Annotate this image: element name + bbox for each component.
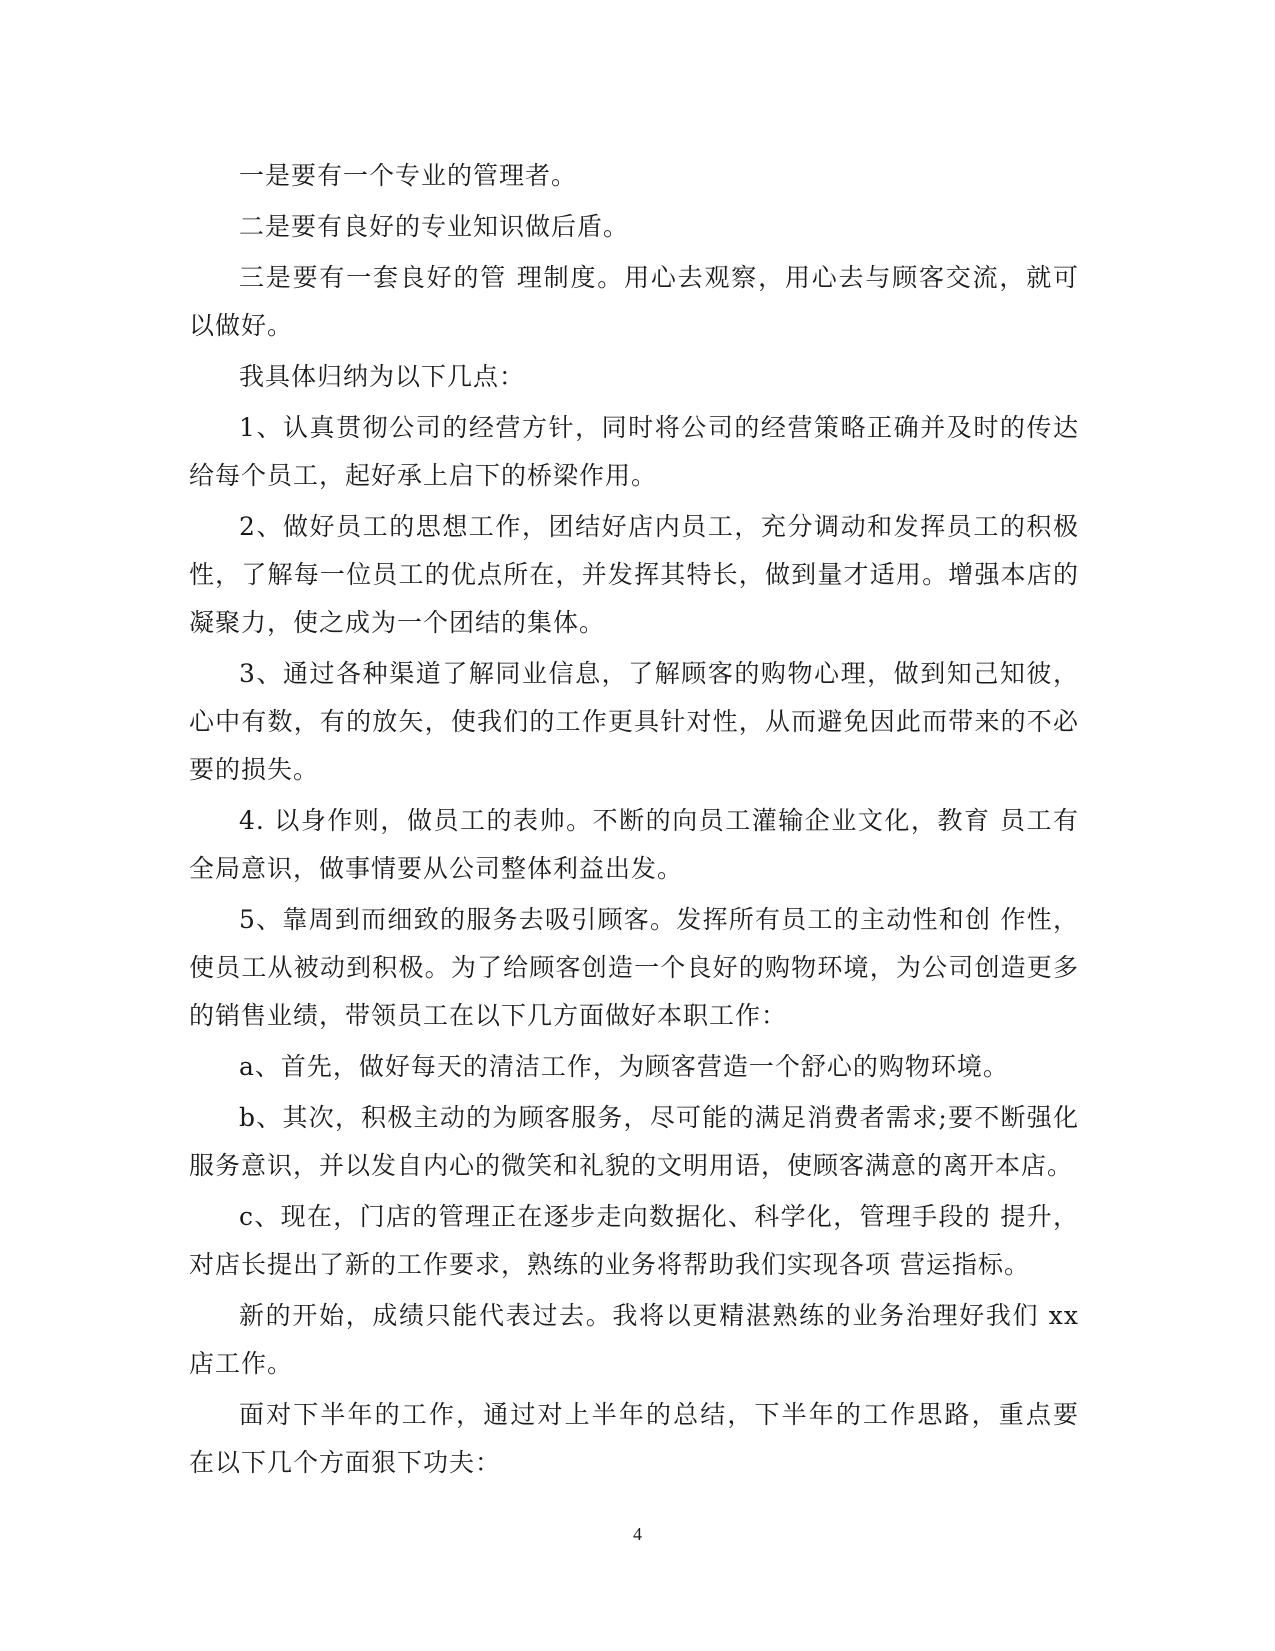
document-body <box>189 152 1079 1490</box>
paragraph-point-2: 2、做好员工的思想工作，团结好店内员工，充分调动和发挥员工的积极性，了解每一位员工的优点所在，并发挥其特长，做到量才适用。增强本店的凝聚力，使之成为一个团结的集体。 <box>189 512 1079 637</box>
paragraph-point-3: 3、通过各种渠道了解同业信息，了解顾客的购物心理，做到知己知彼，心中有数，有的放矢，使我们的工作更具针对性，从而避免因此而带来的不必要的损失。 <box>189 659 1079 784</box>
paragraph-third-requirement: 三是要有一套良好的管 理制度。用心去观察，用心去与顾客交流，就可以做好。 <box>189 263 1079 340</box>
paragraph-sub-c: c、现在，门店的管理正在逐步走向数据化、科学化，管理手段的 提升，对店长提出了新的工作要求，熟练的业务将帮助我们实现各项 营运指标。 <box>189 1202 1079 1279</box>
paragraph-second-requirement: 二是要有良好的专业知识做后盾。 <box>239 212 630 241</box>
page-number: 4 <box>633 1524 642 1544</box>
paragraph-second-half-plan: 面对下半年的工作，通过对上半年的总结，下半年的工作思路，重点要 在以下几个方面狠下功夫： <box>189 1400 1079 1477</box>
paragraph-sub-a: a、首先，做好每天的清洁工作，为顾客营造一个舒心的购物环境。 <box>239 1052 1009 1081</box>
paragraph-new-beginning: 新的开始，成绩只能代表过去。我将以更精湛熟练的业务治理好我们 xx 店工作。 <box>189 1301 1079 1378</box>
paragraph-point-4: 4. 以身作则，做员工的表帅。不断的向员工灌输企业文化，教育 员工有全局意识，做事情要从公司整体利益出发。 <box>189 806 1079 883</box>
paragraph-point-5: 5、靠周到而细致的服务去吸引顾客。发挥所有员工的主动性和创 作性，使员工从被动到积极。为了给顾客创造一个良好的购物环境，为公司创造更多的销售业绩，带领员工在以下几方面做好本职工作： <box>189 905 1079 1030</box>
paragraph-summary-intro: 我具体归纳为以下几点： <box>239 362 526 391</box>
paragraph-sub-b: b、其次，积极主动的为顾客服务，尽可能的满足消费者需求;要不断强化服务意识，并以发自内心的微笑和礼貌的文明用语，使顾客满意的离开本店。 <box>189 1103 1079 1180</box>
paragraph-point-1: 1、认真贯彻公司的经营方针，同时将公司的经营策略正确并及时的传达给每个员工，起好承上启下的桥梁作用。 <box>189 413 1079 490</box>
paragraph-first-requirement: 一是要有一个专业的管理者。 <box>239 161 578 190</box>
